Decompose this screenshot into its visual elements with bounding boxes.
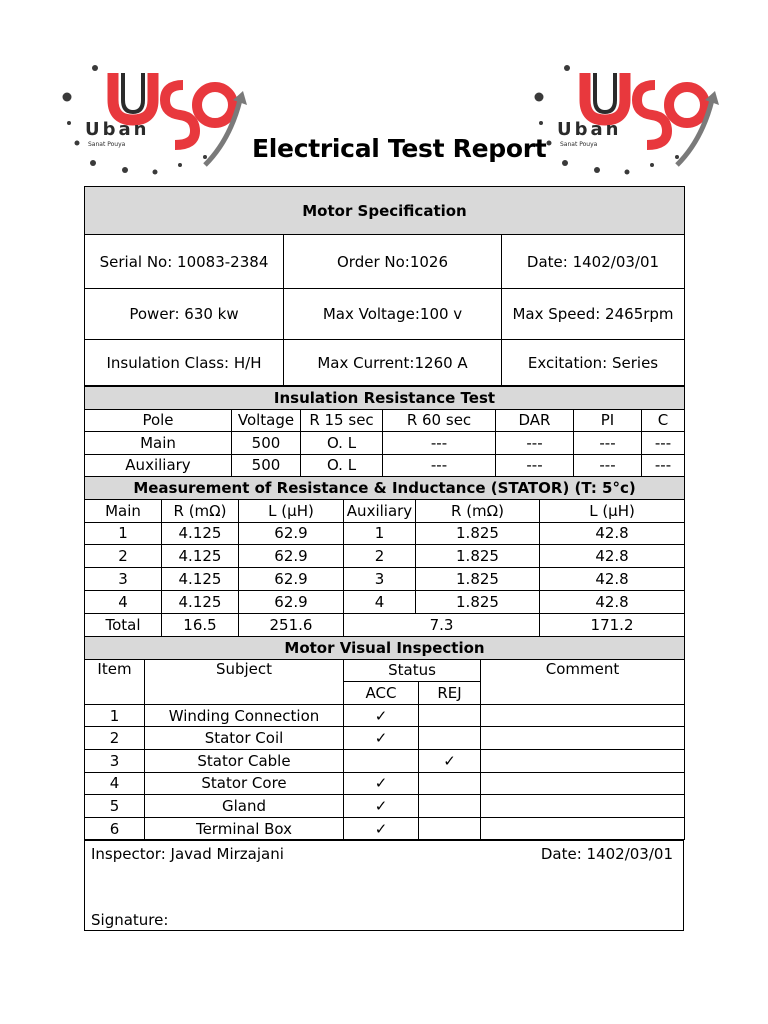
comment-cell bbox=[481, 749, 685, 772]
table-header-row bbox=[85, 409, 685, 432]
table-cell: --- bbox=[383, 432, 496, 455]
inspector-signature-box bbox=[84, 840, 684, 931]
section-header: Motor Specification bbox=[85, 187, 685, 235]
table-row bbox=[85, 432, 685, 455]
check-mark bbox=[419, 704, 481, 727]
column-header: R 60 sec bbox=[383, 409, 496, 432]
table-cell: --- bbox=[383, 454, 496, 477]
insulation-class: Insulation Class: H/H bbox=[85, 340, 284, 386]
table-cell: 3 bbox=[344, 568, 416, 591]
power: Power: 630 kw bbox=[85, 289, 284, 340]
table-cell: 4.125 bbox=[162, 522, 239, 545]
signature-label: Signature: bbox=[91, 911, 169, 929]
table-cell: 4.125 bbox=[162, 545, 239, 568]
check-mark: ✓ bbox=[344, 772, 419, 795]
table-row bbox=[85, 749, 685, 772]
table-row bbox=[85, 590, 685, 613]
table-row bbox=[85, 454, 685, 477]
table-cell: --- bbox=[642, 454, 685, 477]
table-cell: 1.825 bbox=[416, 545, 540, 568]
table-cell: 171.2 bbox=[540, 613, 685, 636]
column-header: C bbox=[642, 409, 685, 432]
comment-cell bbox=[481, 704, 685, 727]
table-row bbox=[85, 772, 685, 795]
logo-brand: Uban bbox=[557, 119, 622, 140]
insulation-resistance-table bbox=[84, 386, 685, 477]
table-cell: 1.825 bbox=[416, 568, 540, 591]
table-cell: 2 bbox=[85, 545, 162, 568]
table-header-row bbox=[85, 499, 685, 522]
table-cell: 500 bbox=[232, 432, 301, 455]
table-cell: 42.8 bbox=[540, 545, 685, 568]
column-header: Auxiliary bbox=[344, 499, 416, 522]
max-current: Max Current:1260 A bbox=[284, 340, 502, 386]
table-cell: --- bbox=[642, 432, 685, 455]
table-cell: --- bbox=[496, 432, 574, 455]
spec-date: Date: 1402/03/01 bbox=[502, 235, 685, 289]
max-voltage: Max Voltage:100 v bbox=[284, 289, 502, 340]
table-cell: 7.3 bbox=[344, 613, 540, 636]
check-mark bbox=[419, 817, 481, 840]
check-mark: ✓ bbox=[344, 727, 419, 750]
table-cell: 1 bbox=[85, 522, 162, 545]
table-cell: 42.8 bbox=[540, 522, 685, 545]
check-mark bbox=[419, 795, 481, 818]
table-cell: Winding Connection bbox=[145, 704, 344, 727]
table-cell: 2 bbox=[344, 545, 416, 568]
table-cell: 1 bbox=[85, 704, 145, 727]
comment-cell bbox=[481, 817, 685, 840]
logo-tagline: Sanat Pouya bbox=[560, 141, 598, 148]
inspector-name: Inspector: Javad Mirzajani bbox=[91, 845, 284, 863]
column-header: Main bbox=[85, 499, 162, 522]
table-cell: 4 bbox=[85, 590, 162, 613]
table-cell: Total bbox=[85, 613, 162, 636]
stator-measurement-table bbox=[84, 476, 685, 637]
column-header: R (mΩ) bbox=[162, 499, 239, 522]
column-header: R 15 sec bbox=[301, 409, 383, 432]
column-header: Comment bbox=[481, 659, 685, 704]
table-row bbox=[85, 568, 685, 591]
table-cell: 1 bbox=[344, 522, 416, 545]
table-cell: O. L bbox=[301, 454, 383, 477]
table-cell: 62.9 bbox=[239, 522, 344, 545]
table-cell: 500 bbox=[232, 454, 301, 477]
table-cell: O. L bbox=[301, 432, 383, 455]
excitation: Excitation: Series bbox=[502, 340, 685, 386]
table-header-row bbox=[85, 659, 685, 682]
column-header: Pole bbox=[85, 409, 232, 432]
table-cell: 4.125 bbox=[162, 590, 239, 613]
table-cell: Auxiliary bbox=[85, 454, 232, 477]
table-cell: Main bbox=[85, 432, 232, 455]
visual-inspection-table bbox=[84, 636, 685, 840]
motor-specification-table bbox=[84, 186, 685, 386]
table-cell: --- bbox=[496, 454, 574, 477]
comment-cell bbox=[481, 795, 685, 818]
report-title: Electrical Test Report bbox=[252, 134, 547, 163]
table-cell: 3 bbox=[85, 749, 145, 772]
table-row bbox=[85, 545, 685, 568]
column-header: DAR bbox=[496, 409, 574, 432]
table-row bbox=[85, 795, 685, 818]
total-row bbox=[85, 613, 685, 636]
table-cell: 4 bbox=[344, 590, 416, 613]
check-mark bbox=[344, 749, 419, 772]
column-header: Status bbox=[344, 659, 481, 682]
table-row bbox=[85, 704, 685, 727]
column-header: Voltage bbox=[232, 409, 301, 432]
table-cell: Stator Cable bbox=[145, 749, 344, 772]
column-header: Item bbox=[85, 659, 145, 704]
check-mark: ✓ bbox=[419, 749, 481, 772]
column-header: L (µH) bbox=[540, 499, 685, 522]
table-cell: Stator Coil bbox=[145, 727, 344, 750]
table-cell: 62.9 bbox=[239, 545, 344, 568]
table-cell: 62.9 bbox=[239, 590, 344, 613]
comment-cell bbox=[481, 727, 685, 750]
section-header: Measurement of Resistance & Inductance (STATOR) (T: 5°c) bbox=[85, 477, 685, 500]
serial-number: Serial No: 10083-2384 bbox=[85, 235, 284, 289]
table-cell: Gland bbox=[145, 795, 344, 818]
table-cell: --- bbox=[574, 454, 642, 477]
table-cell: 4.125 bbox=[162, 568, 239, 591]
logo-brand: Uban bbox=[85, 119, 150, 140]
table-cell: 251.6 bbox=[239, 613, 344, 636]
column-header: ACC bbox=[344, 682, 419, 705]
table-cell: 42.8 bbox=[540, 568, 685, 591]
check-mark bbox=[419, 727, 481, 750]
table-cell: 3 bbox=[85, 568, 162, 591]
inspection-date: Date: 1402/03/01 bbox=[540, 845, 673, 863]
logo-tagline: Sanat Pouya bbox=[88, 141, 126, 148]
check-mark bbox=[419, 772, 481, 795]
table-row bbox=[85, 817, 685, 840]
table-cell: 1.825 bbox=[416, 590, 540, 613]
table-cell: 62.9 bbox=[239, 568, 344, 591]
column-header: L (µH) bbox=[239, 499, 344, 522]
table-cell: 6 bbox=[85, 817, 145, 840]
column-header: REJ bbox=[419, 682, 481, 705]
table-cell: 42.8 bbox=[540, 590, 685, 613]
table-cell: Stator Core bbox=[145, 772, 344, 795]
column-header: Subject bbox=[145, 659, 344, 704]
table-cell: Terminal Box bbox=[145, 817, 344, 840]
section-header: Insulation Resistance Test bbox=[85, 387, 685, 410]
table-cell: 1.825 bbox=[416, 522, 540, 545]
check-mark: ✓ bbox=[344, 817, 419, 840]
table-row bbox=[85, 727, 685, 750]
max-speed: Max Speed: 2465rpm bbox=[502, 289, 685, 340]
column-header: PI bbox=[574, 409, 642, 432]
table-cell: 4 bbox=[85, 772, 145, 795]
column-header: R (mΩ) bbox=[416, 499, 540, 522]
comment-cell bbox=[481, 772, 685, 795]
table-cell: --- bbox=[574, 432, 642, 455]
company-logo-left bbox=[55, 45, 250, 180]
table-cell: 5 bbox=[85, 795, 145, 818]
section-header: Motor Visual Inspection bbox=[85, 637, 685, 660]
table-row bbox=[85, 522, 685, 545]
check-mark: ✓ bbox=[344, 795, 419, 818]
order-number: Order No:1026 bbox=[284, 235, 502, 289]
check-mark: ✓ bbox=[344, 704, 419, 727]
table-cell: 16.5 bbox=[162, 613, 239, 636]
table-cell: 2 bbox=[85, 727, 145, 750]
company-logo-right bbox=[527, 45, 722, 180]
